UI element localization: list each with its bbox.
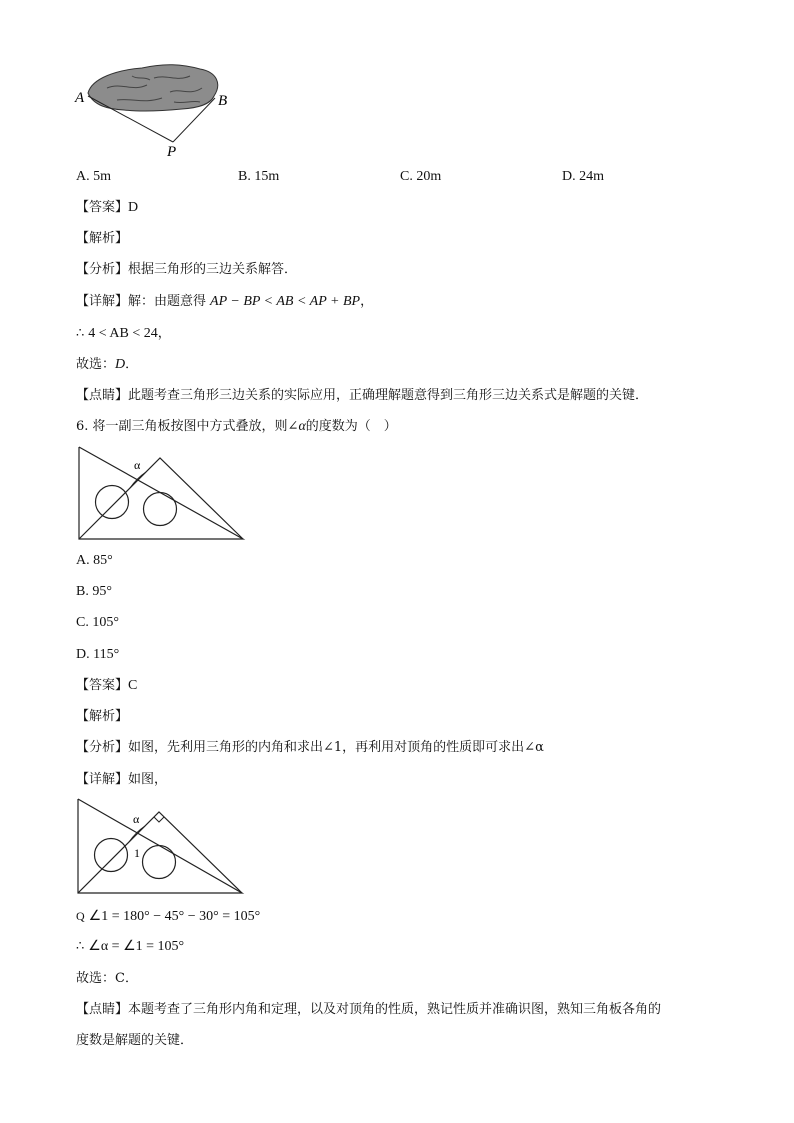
q6-option-c: C. 105° <box>76 615 119 630</box>
dianjing-text: 此题考查三角形三边关系的实际应用，正确理解题意得到三角形三边关系式是解题的关键． <box>128 388 649 403</box>
stem-alpha: α <box>298 419 306 434</box>
q6-dianjing <box>76 1001 661 1019</box>
choose-prefix: 故选： <box>76 357 116 372</box>
q6-answer <box>76 677 137 695</box>
q5-option-a: A. 5m <box>76 169 111 184</box>
therefore-math: 4 < AB < 24 <box>88 326 158 341</box>
because-symbol: Q <box>76 909 85 923</box>
xiangjie-tag: 【详解】 <box>76 294 129 309</box>
stem-text: 6. 将一副三角板按图中方式叠放，则∠ <box>76 419 299 434</box>
q6-calc-2 <box>76 938 184 956</box>
set-square-45 <box>79 458 243 539</box>
xiangjie-math: AP − BP < AB < AP + BP <box>210 294 361 309</box>
fenxi-tag: 【分析】 <box>76 262 129 277</box>
q6-option-b: B. 95° <box>76 584 112 599</box>
label-b: B <box>218 93 228 109</box>
xiangjie-text: 如图， <box>128 772 168 787</box>
q6-option-a: A. 85° <box>76 553 113 568</box>
xiangjie-suffix: ， <box>360 294 374 309</box>
hole-2 <box>143 846 176 879</box>
calc-1-text: ∠1 = 180° − 45° − 30° = 105° <box>88 909 261 924</box>
q5-figure-svg <box>72 58 242 160</box>
therefore-symbol: ∴ <box>76 326 85 341</box>
q6-analysis-tag: 【解析】 <box>76 709 129 724</box>
q5-analysis-tag: 【解析】 <box>76 231 129 246</box>
label-p: P <box>167 144 177 160</box>
xiangjie-tag: 【详解】 <box>76 772 129 787</box>
hole-1 <box>96 486 129 519</box>
q5-choose <box>76 356 138 374</box>
answer-tag: 【答案】 <box>76 678 129 693</box>
q6-figure-svg <box>77 446 247 542</box>
q6-option-d: D. 115° <box>76 647 120 662</box>
q5-dianjing <box>76 387 648 405</box>
choose-suffix: ． <box>125 357 139 372</box>
answer-value: C <box>128 678 138 693</box>
answer-value: D <box>128 200 139 215</box>
dianjing-tag: 【点睛】 <box>76 1002 129 1017</box>
q5-answer <box>76 199 138 217</box>
stem-end: 的度数为（ ） <box>305 419 397 434</box>
right-angle-mark <box>154 817 164 822</box>
dianjing-text-1: 本题考查了三角形内角和定理，以及对顶角的性质，熟记性质并准确识图，熟知三角板各角的 <box>128 1002 662 1017</box>
dianjing-tag: 【点睛】 <box>76 388 129 403</box>
q6-xiangjie <box>76 771 167 789</box>
q6-choose: 故选：C． <box>76 971 138 986</box>
q6-fenxi <box>76 739 544 757</box>
label-alpha: α <box>133 812 140 826</box>
set-square-45 <box>78 812 242 893</box>
label-alpha: α <box>134 458 141 472</box>
q5-option-c: C. 20m <box>400 169 442 184</box>
q6-figure-detail-svg <box>76 798 246 894</box>
q5-therefore <box>76 325 171 343</box>
hole-1 <box>95 839 128 872</box>
therefore-symbol: ∴ <box>76 939 85 954</box>
q5-fenxi <box>76 261 297 279</box>
q6-dianjing-line-2: 度数是解题的关键． <box>76 1033 194 1048</box>
hole-2 <box>144 493 177 526</box>
fenxi-text: 如图，先利用三角形的内角和求出∠1，再利用对顶角的性质即可求出∠α <box>128 740 544 755</box>
q6-figure <box>77 446 247 542</box>
calc-2-text: ∠α = ∠1 = 105° <box>88 939 185 954</box>
q5-option-d: D. 24m <box>562 169 604 184</box>
label-a: A <box>75 90 85 106</box>
q6-figure-detail <box>76 798 246 894</box>
q6-stem <box>76 418 397 436</box>
fenxi-text: 根据三角形的三边关系解答． <box>128 262 298 277</box>
choose-letter: D <box>115 357 126 372</box>
answer-tag: 【答案】 <box>76 200 129 215</box>
q6-calc-1 <box>76 907 260 926</box>
q5-figure <box>72 58 242 160</box>
q5-xiangjie <box>76 293 373 311</box>
q5-option-b: B. 15m <box>238 169 280 184</box>
label-angle-1: 1 <box>134 846 140 860</box>
fenxi-tag: 【分析】 <box>76 740 129 755</box>
xiangjie-prefix: 解：由题意得 <box>128 294 207 309</box>
therefore-suffix: ， <box>157 326 171 341</box>
